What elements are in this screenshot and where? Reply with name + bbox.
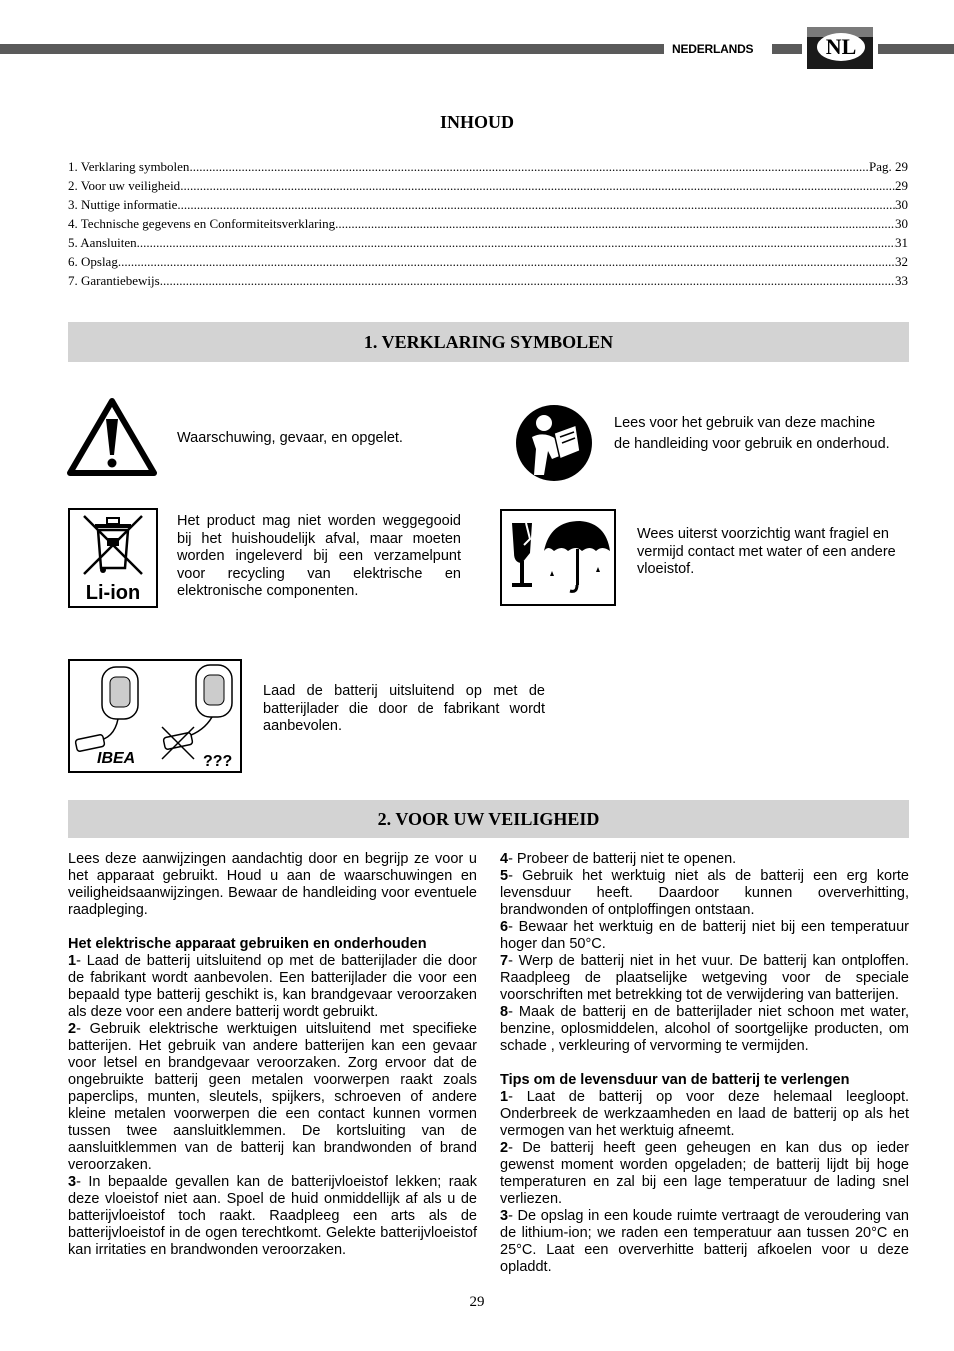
toc-entry[interactable]: 4. Technische gegevens en Conformiteitsverklaring ..... 30 xyxy=(68,216,908,235)
toc-entry[interactable]: 2. Voor uw veiligheid ..... 29 xyxy=(68,178,908,197)
list-item: 3- In bepaalde gevallen kan de batterijvloeistof lekken; raak deze vloeistof niet aan. Spoel de huid onmiddellijk af als u de batterijvloeistof toch raakt. Raadpleeg een arts als de batterijvloeistof in de ogen terechtkomt. Gelekte batterijvloeistof kan irritaties en brandwonden veroorzaken. xyxy=(68,1174,477,1258)
weee-bin-icon xyxy=(68,508,158,608)
list-item: 5- Gebruik het werktuig niet als de batterij een erg korte levensduur heeft. Daardoor kunnen oververhitting, brandwonden of ontploffingen ontstaan. xyxy=(500,868,909,918)
language-badge-text: NL xyxy=(817,33,865,61)
header-bar-right xyxy=(878,44,954,54)
list-item: 8- Maak de batterij en de batterijlader niet schoon met water, benzine, oplosmiddelen, alcohol of soortgelijke producten, om schade , verkleuring of vervorming te vermijden. xyxy=(500,1004,909,1054)
toc-title: INHOUD xyxy=(439,112,514,132)
warning-icon xyxy=(67,397,157,477)
fragile-keep-dry-icon xyxy=(500,509,616,606)
tip-item: 2- De batterij heeft geen geheugen en kan dus op ieder gewenst moment worden opgeladen; de batterij lijdt bij hoge temperaturen en zal bij een lage temperatuur de lading snel verliezen. xyxy=(500,1140,909,1207)
section-2-right-column xyxy=(500,851,909,1276)
toc-entry[interactable]: 5. Aansluiten ..... 31 xyxy=(68,235,908,254)
manual-text-1: Lees voor het gebruik van deze machine xyxy=(614,415,876,431)
li-ion-label: Li-ion xyxy=(85,582,141,604)
list-item: 7- Werp de batterij niet in het vuur. De batterij kan ontploffen. Raadpleeg de plaatselijke wetgeving voor de speciale voorschriften met betrekking tot de verwijdering van batterijen. xyxy=(500,953,909,1003)
intro-paragraph: Lees deze aanwijzingen aandachtig door en begrijp ze voor u het apparaat gebruikt. Houd u aan de waarschuwingen en veiligheidsaanwijzingen. Bewaar de handleiding voor eventuele raadpleging. xyxy=(68,851,477,918)
header-bar-mid xyxy=(772,44,802,54)
heading-use-maintain: Het elektrische apparaat gebruiken en onderhouden xyxy=(68,936,427,952)
table-of-contents xyxy=(68,159,908,292)
manual-text-2: de handleiding voor gebruik en onderhoud. xyxy=(614,436,890,452)
approved-charger-icon xyxy=(68,659,242,773)
header-bar-left xyxy=(0,44,664,54)
charger-text: Laad de batterij uitsluitend op met de batterijlader die door de fabrikant wordt aanbevolen. xyxy=(263,683,545,734)
heading-battery-tips: Tips om de levensduur van de batterij te verlengen xyxy=(500,1072,850,1088)
tip-item: 3- De opslag in een koude ruimte vertraagt de veroudering van de lithium-ion; we raden een temperatuur aan tussen 20°C en 25°C. Laat een oververhitte batterij afkoelen voor u deze opladdt. xyxy=(500,1208,909,1275)
page-number: 29 xyxy=(469,1294,485,1310)
fragile-text: Wees uiterst voorzichtig want fragiel en vermijd contact met water of een andere vloeistof. xyxy=(637,526,896,577)
read-manual-icon xyxy=(514,403,594,483)
brand-label: IBEA xyxy=(97,750,136,767)
toc-entry[interactable]: 6. Opslag ..... 32 xyxy=(68,254,908,273)
unknown-charger-label: ??? xyxy=(203,753,233,770)
warning-text: Waarschuwing, gevaar, en opgelet. xyxy=(177,430,403,446)
list-item: 6- Bewaar het werktuig en de batterij niet bij een temperatuur hoger dan 50°C. xyxy=(500,919,909,952)
list-item: 2- Gebruik elektrische werktuigen uitsluitend met specifieke batterijen. Het gebruik van andere batterijen kan een gevaar voor letsel en brandgevaar veroorzaken. Zorg ervoor dat de ongebruikte batterij geen metalen voorwerpen raakt zoals paperclips, munten, sleutels, spijkers, schroeven of andere kleine metalen voorwerpen die een contact kunnen vormen tussen twee aansluitklemmen. De kortsluiting van de aansluitklemmen van de batterij kan brandwonden of brand veroorzaken. xyxy=(68,1021,477,1173)
toc-entry[interactable]: 3. Nuttige informatie ..... 30 xyxy=(68,197,908,216)
list-item: 1- Laad de batterij uitsluitend op met de batterijlader die door de fabrikant wordt aanbevolen. Een batterijlader die voor een bepaald type batterij geschikt is, kan brandgevaar veroorzaken als deze voor een andere batterij wordt gebruikt. xyxy=(68,953,477,1020)
section-2-left-column xyxy=(68,851,477,1259)
toc-entry[interactable]: 7. Garantiebewijs ..... 33 xyxy=(68,273,908,292)
section-1-title: 1. VERKLARING SYMBOLEN xyxy=(68,322,909,362)
recycle-text: Het product mag niet worden weggegooid bij het huishoudelijk afval, maar moeten worden ingeleverd bij een verzamelpunt voor recycling van elektrische en elektronische componenten. xyxy=(177,513,461,599)
toc-entry[interactable]: 1. Verklaring symbolen ..... Pag. 29 xyxy=(68,159,908,178)
language-label: NEDERLANDS xyxy=(672,42,754,56)
tip-item: 1- Laat de batterij op voor deze helemaal leegloopt. Onderbreek de werkzaamheden en laad de batterij op als het vermogen van het werktuig afneemt. xyxy=(500,1089,909,1139)
section-2-title: 2. VOOR UW VEILIGHEID xyxy=(68,800,909,838)
list-item: 4- Probeer de batterij niet te openen. xyxy=(500,851,737,867)
